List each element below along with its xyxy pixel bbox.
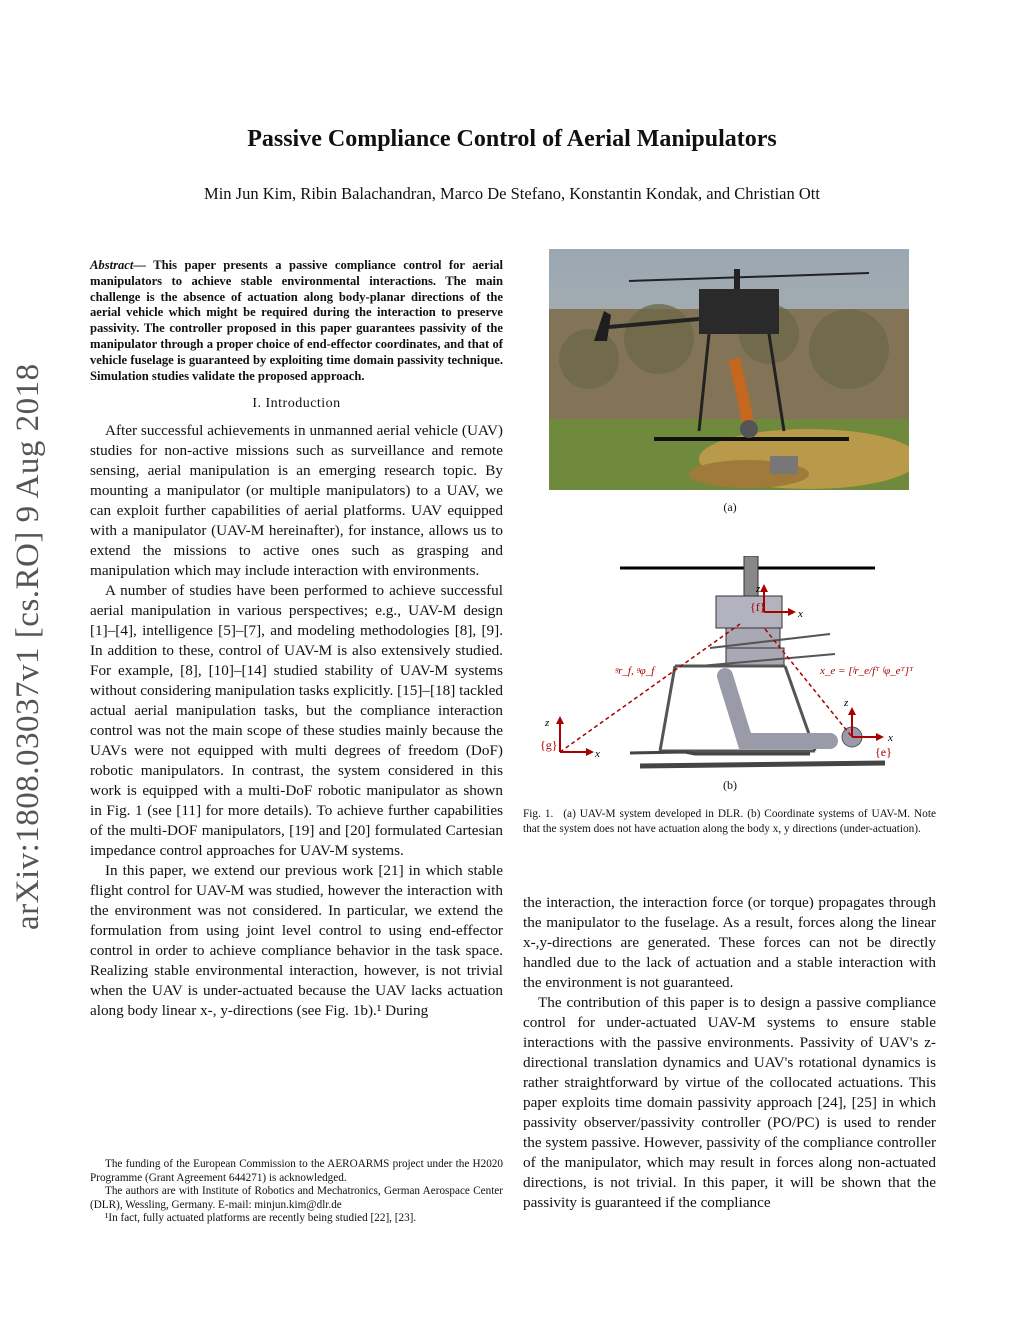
footnote-affiliation: The authors are with Institute of Robotics and Mechatronics, German Aerospace Center (DLR), Wessling, Germany. E-mail: minjun.kim@dlr.de bbox=[90, 1185, 503, 1211]
landing-skid bbox=[640, 763, 885, 766]
axis-x-f: x bbox=[798, 608, 803, 620]
footnotes bbox=[90, 1158, 503, 1226]
uav-photo bbox=[549, 249, 909, 490]
intro-paragraph-3: In this paper, we extend our previous work [21] in which stable flight control for UAV-M was studied, however the interaction with the environment was not considered. In particular, we extend the formulation from using joint level control to using end-effector control in order to achieve compliance behavior in the task space. Realizing stable environmental interaction, however, is not trivial when the UAV is under-actuated because the UAV lacks actuation along body linear x-, y-directions (see Fig. 1b).¹ During bbox=[90, 862, 503, 1020]
frame-g-label: {g} bbox=[540, 738, 558, 752]
axis-x-g: x bbox=[595, 748, 600, 760]
right-paragraph-1: the interaction, the interaction force (or torque) propagates through the manipulator to the fuselage. As a result, forces along the linear x-,y-directions are generated. These forces can not be directly handled due to the lack of actuation and a stable interaction with the environment is not guaranteed. bbox=[523, 894, 936, 991]
figure-caption-label: Fig. 1. bbox=[523, 808, 554, 820]
intro-paragraph-1: After successful achievements in unmanned aerial vehicle (UAV) studies for non-active missions such as surveillance and remote sensing, aerial manipulation is an emerging research topic. By mounting a manipulator (or multiple manipulators) to a UAV, we can exploit further capabilities of aerial platforms. UAV equipped with a manipulator (UAV-M hereinafter), for instance, allows us to extend the missions to active ones such as grasping and manipulation which may include interaction with environments. bbox=[90, 422, 503, 580]
axis-z-g: z bbox=[545, 717, 550, 729]
coordinate-diagram bbox=[530, 556, 930, 776]
author-list: Min Jun Kim, Ribin Balachandran, Marco De Stefano, Konstantin Kondak, and Christian Ott bbox=[204, 184, 820, 203]
axis-x-e: x bbox=[888, 732, 893, 744]
footnote-1: ¹In fact, fully actuated platforms are recently being studied [22], [23]. bbox=[105, 1212, 417, 1224]
footnote-funding: The funding of the European Commission to the AEROARMS project under the H2020 Programme (Grant Agreement 644271) is acknowledged. bbox=[90, 1158, 503, 1184]
axis-z-e: z bbox=[844, 697, 849, 709]
right-paragraph-2: The contribution of this paper is to design a passive compliance control for under-actuated UAV-M systems to ensure stable interactions with the passive environments. Passivity of UAV's z-directional translation dynamics and UAV's rotational dynamics is rather straightforward by virtue of the collocated actuations. This paper exploits time domain passivity approach [24], [25] in which passivity observer/passivity controller (PO/PC) is used to render the system passive. However, passivity of the compliance controller of the manipulator, which may result in forces along non-actuated directions, is not trivial. In this paper, it will be shown that the passivity is guaranteed if the compliance bbox=[523, 994, 936, 1211]
vector-rf-label: ᵍr_f, ᵍφ_f bbox=[615, 665, 655, 677]
abstract-text: This paper presents a passive compliance control for aerial manipulators to achieve stable environmental interactions. The main challenge is the absence of actuation along body-planar directions of the aerial vehicle which might be required during the interaction to preserve passivity. The controller proposed in this paper guarantees passivity of the manipulator through a proper choice of end-effector coordinates, and that of vehicle fuselage is guaranteed by exploiting time domain passivity technique. Simulation studies validate the proposed approach. bbox=[90, 258, 503, 383]
right-column bbox=[523, 893, 936, 1213]
figure-caption bbox=[523, 807, 936, 836]
figure-1a-label: (a) bbox=[723, 500, 737, 514]
frame-e-label: {e} bbox=[875, 745, 892, 759]
abstract: Abstract— This paper presents a passive compliance control for aerial manipulators to achieve stable environmental interactions. The main challenge is the absence of actuation along body-planar directions of the aerial vehicle which might be required during the interaction to preserve passivity. The controller proposed in this paper guarantees passivity of the manipulator through a proper choice of end-effector coordinates, and that of vehicle fuselage is guaranteed by exploiting time domain passivity technique. Simulation studies validate the proposed approach. bbox=[90, 258, 503, 383]
section-heading: I. Introduction bbox=[252, 396, 341, 412]
arxiv-identifier: arXiv:1808.03037v1 [cs.RO] 9 Aug 2018 bbox=[10, 363, 46, 930]
axis-z-f: z bbox=[756, 583, 761, 595]
vector-xe-label: x_e = [ᶠr_e/fᵀ ᶠφ_eᵀ]ᵀ bbox=[820, 665, 914, 677]
position-vector-rf bbox=[560, 624, 740, 752]
frame-f-label: {f} bbox=[750, 600, 766, 614]
left-column bbox=[90, 258, 503, 1021]
figure-1b-label: (b) bbox=[723, 778, 737, 792]
intro-paragraph-2: A number of studies have been performed to achieve successful aerial manipulation in various perspectives; e.g., UAV-M design [1]–[4], intelligence [5]–[7], and modeling methodologies [8], [9]. In addition to these, control of UAV-M is also extensively studied. For example, [8], [10]–[14] studied stability of UAV-M systems without considering manipulation tasks explicitly. [15]–[18] tackled actual aerial manipulation tasks, but the compliance interaction control was not the main scope of these studies mainly because the UAVs were not equipped with multi degrees of freedom (DoF) robotic manipulators. In contrast, the system considered in this work is equipped with a multi-DoF robotic manipulator as shown in Fig. 1 (see [11] for more details). To achieve further capabilities of the multi-DOF manipulators, [19] and [20] formulated Cartesian impedance control approaches for UAV-M systems. bbox=[90, 582, 503, 860]
paper-title: Passive Compliance Control of Aerial Manipulators bbox=[247, 126, 777, 152]
figure-caption-text: (a) UAV-M system developed in DLR. (b) Coordinate systems of UAV-M. Note that the system does not have actuation along the body x, y directions (under-actuation). bbox=[523, 808, 936, 835]
abstract-label: Abstract bbox=[90, 258, 134, 272]
